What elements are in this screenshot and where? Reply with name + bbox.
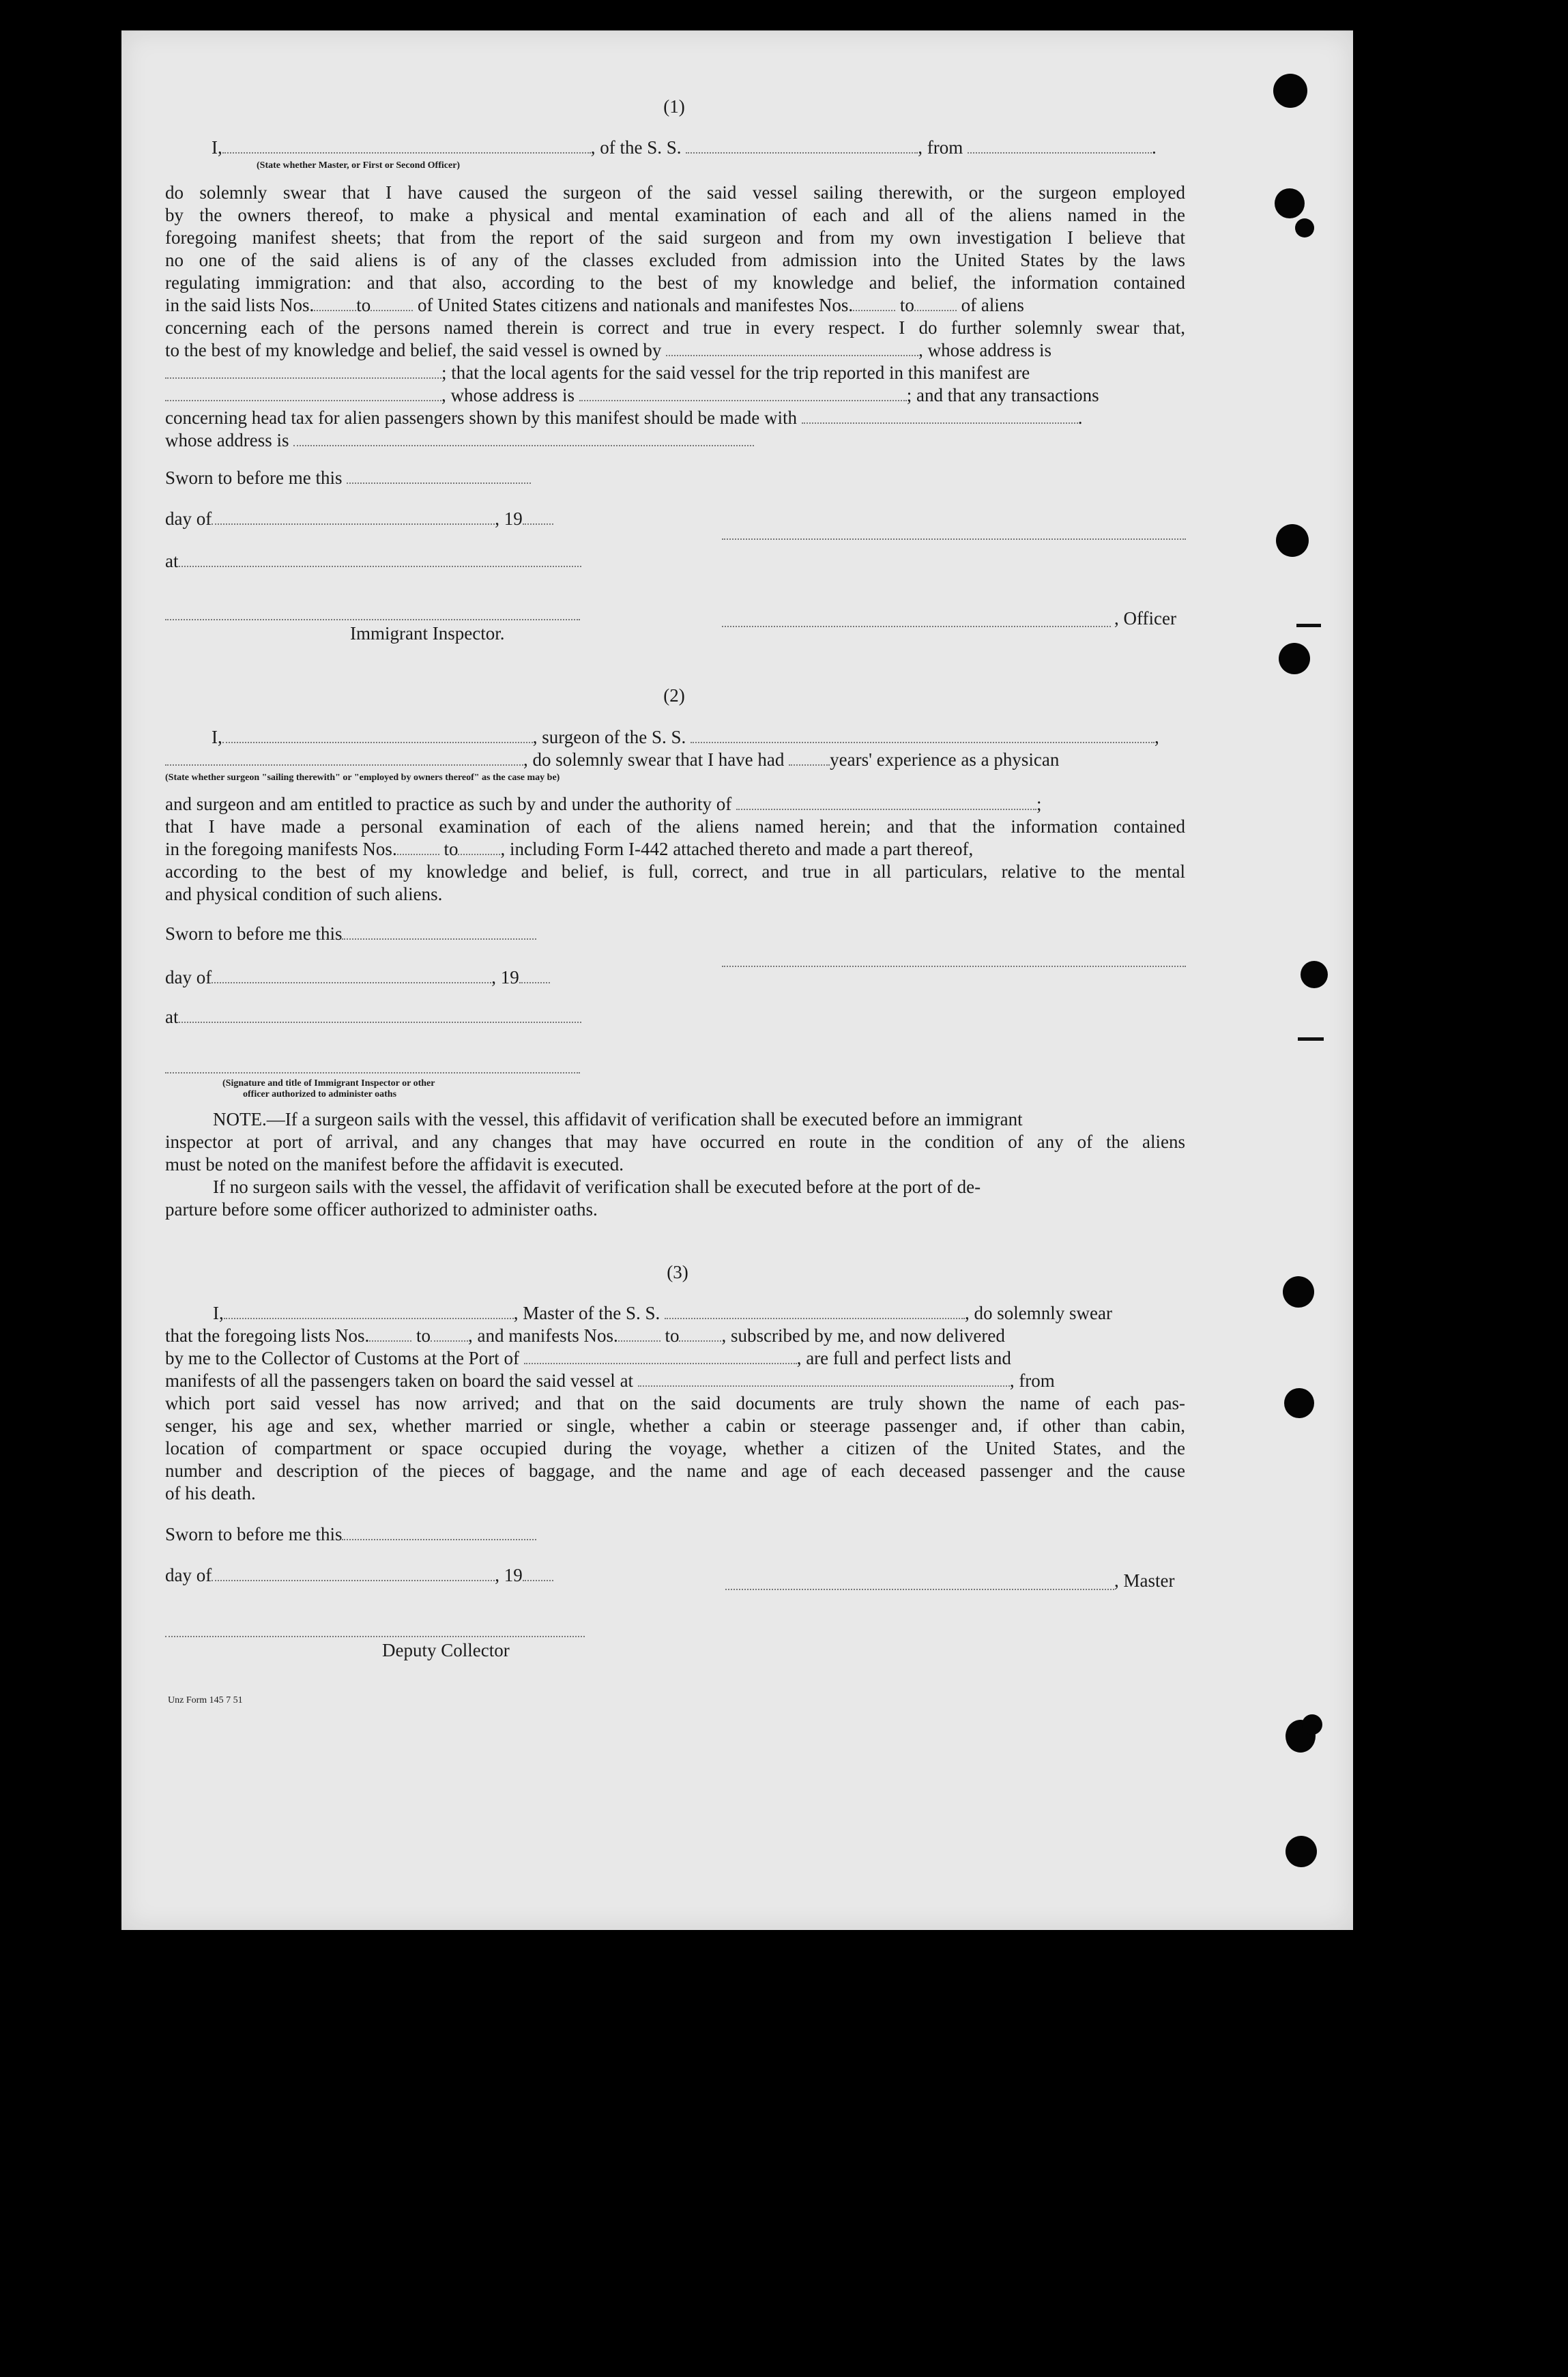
s1-para-line-8 (165, 339, 1051, 361)
s2-sworn-label: Sworn to before me this (165, 923, 343, 944)
s3-taken-on-board-text: manifests of all the passengers taken on board the said vessel at (165, 1370, 634, 1391)
years-experience-field[interactable] (789, 764, 830, 766)
s1-para-line-9 (165, 362, 1030, 384)
s1-lists-nos: in the said lists Nos. (165, 295, 315, 315)
s2-day-field[interactable] (212, 981, 491, 983)
note-line-4: If no surgeon sails with the vessel, the affidavit of verification shall be executed before at the port of de- (213, 1177, 981, 1197)
s2-experience-text: years' experience as a physican (830, 749, 1060, 770)
s2-to: to (444, 839, 459, 859)
s1-officer-label: , Officer (1114, 608, 1176, 629)
s3-lists-nos: that the foregoing lists Nos. (165, 1325, 370, 1346)
s1-sworn-row (165, 467, 531, 489)
s3-manifest-from-field[interactable] (618, 1340, 660, 1342)
s3-line-5: which port said vessel has now arrived; and that on the said documents are truly shown the name of each pas- (165, 1393, 1185, 1413)
master-name-field[interactable] (224, 1317, 514, 1319)
s2-sworn-row (165, 923, 536, 945)
s3-master-of-ss: , Master of the S. S. (513, 1303, 660, 1323)
s2-para-line-3 (165, 838, 973, 860)
s1-sworn-label: Sworn to before me this (165, 467, 343, 488)
s2-manifest-from-field[interactable] (397, 853, 439, 855)
s3-full-perfect-text: , are full and perfect lists and (796, 1348, 1011, 1368)
s2-para-line-5: and physical condition of such aliens. (165, 884, 443, 904)
s1-para-line-10 (165, 384, 1099, 406)
s2-at-label: at (165, 1007, 179, 1027)
s3-swear-text: , do solemnly swear (964, 1303, 1112, 1323)
section-3-number: (3) (667, 1262, 688, 1282)
s3-deputy-label: Deputy Collector (382, 1640, 510, 1660)
s1-to-2: to (899, 295, 914, 315)
s1-from: , from (918, 137, 963, 158)
note-line-2: inspector at port of arrival, and any changes that may have occurred en route in the condition of any of the aliens (165, 1132, 1185, 1152)
s3-to-1: to (416, 1325, 431, 1346)
s3-day-label: day of (165, 1565, 212, 1585)
note-line-5: parture before some officer authorized to administer oaths. (165, 1199, 598, 1220)
s3-sworn-row (165, 1523, 536, 1545)
s1-year-field[interactable] (523, 523, 553, 525)
s2-i: I, (212, 727, 222, 747)
s3-line-8: number and description of the pieces of baggage, and the name and age of each deceased passenger and the cause (165, 1460, 1185, 1481)
binder-mark-1 (1296, 624, 1321, 627)
note-line-3: must be noted on the manifest before the affidavit is executed. (165, 1154, 624, 1175)
punch-hole-5 (1301, 961, 1328, 988)
s3-deputy-sign-line[interactable] (165, 1635, 585, 1637)
s1-para-line-7: concerning each of the persons named therein is correct and true in every respect. I do further solemnly swear that, (165, 317, 1185, 338)
citizen-list-to-field[interactable] (371, 309, 413, 311)
s1-citizens-text: of United States citizens and nationals and manifestes Nos. (418, 295, 854, 315)
s1-head-tax-end: . (1077, 407, 1083, 428)
s2-at-row (165, 1006, 581, 1028)
head-tax-contact-field[interactable] (802, 422, 1078, 424)
note-line-1: NOTE.—If a surgeon sails with the vessel, this affidavit of verification shall be executed before an immigrant (213, 1109, 1023, 1129)
s1-day-field[interactable] (212, 523, 495, 525)
s3-vessel-field[interactable] (665, 1317, 965, 1319)
punch-hole-2 (1275, 188, 1305, 218)
surgeon-status-field[interactable] (165, 764, 523, 766)
s2-form-i442-text: , including Form I-442 attached thereto and made a part thereof, (500, 839, 974, 859)
s2-manifest-to-field[interactable] (458, 853, 500, 855)
s2-year-field[interactable] (519, 981, 550, 983)
s1-whose-address: whose address is (165, 430, 289, 450)
s2-authority-text: and surgeon and am entitled to practice as such by and under the authority of (165, 794, 732, 814)
s1-head-tax: concerning head tax for alien passengers shown by this manifest should be made with (165, 407, 798, 428)
agent-address-field[interactable] (579, 399, 907, 401)
s1-para-line-6 (165, 294, 1024, 316)
s2-line-2 (165, 749, 1059, 770)
section-1-number: (1) (663, 96, 685, 117)
s3-year-field[interactable] (523, 1579, 553, 1581)
s3-sworn-field[interactable] (342, 1538, 536, 1540)
s2-manifests-nos: in the foregoing manifests Nos. (165, 839, 397, 859)
s1-to-1: to (356, 295, 371, 315)
s1-local-agents: ; that the local agents for the said vessel for the trip reported in this manifest are (441, 362, 1030, 383)
s1-para-line-4: no one of the said aliens is of any of the classes excluded from admission into the United States by the laws (165, 250, 1185, 270)
citizen-list-from-field[interactable] (314, 309, 356, 311)
s1-officer-sign-line[interactable] (722, 625, 1111, 627)
punch-hole-2b (1295, 218, 1314, 237)
embarkation-port-field[interactable] (638, 1385, 1010, 1387)
head-tax-address-field[interactable] (293, 444, 754, 446)
s2-surgeon-of-ss: , surgeon of the S. S. (532, 727, 686, 747)
s2-sig-note-2: officer authorized to administer oaths (243, 1089, 397, 1099)
s2-p1-end: ; (1036, 794, 1042, 814)
s2-at-field[interactable] (179, 1021, 581, 1023)
owner-address-field[interactable] (165, 377, 441, 379)
s1-day-label: day of (165, 508, 212, 529)
s3-sworn-label: Sworn to before me this (165, 1524, 343, 1544)
punch-hole-1 (1273, 74, 1307, 108)
s1-of-ss: , of the S. S. (590, 137, 682, 158)
s1-para-line-5: regulating immigration: and that also, according to the best of my knowledge and belief, the information contained (165, 272, 1185, 293)
s1-at-field[interactable] (179, 565, 581, 567)
page-edge-top (121, 30, 1353, 31)
s1-para-line-1: do solemnly swear that I have caused the surgeon of the said vessel sailing therewith, or the surgeon employed (165, 182, 1185, 203)
s3-master-label: , Master (1114, 1570, 1175, 1591)
s2-para-line-2: that I have made a personal examination of each of the aliens named herein; and that the information contained (165, 816, 1185, 837)
s1-agent-address-label: , whose address is (441, 385, 575, 405)
s2-para-line-4: according to the best of my knowledge and belief, is full, correct, and true in all particulars, relative to the mental (165, 861, 1185, 882)
s3-list-to-field[interactable] (431, 1340, 468, 1342)
s3-manifests-nos: , and manifests Nos. (467, 1325, 618, 1346)
s1-para-line-3: foregoing manifest sheets; that from the report of the said surgeon and from my own investigation I believe that (165, 227, 1185, 248)
s2-day-label: day of (165, 967, 212, 988)
owner-field[interactable] (666, 354, 918, 356)
s3-manifest-to-field[interactable] (679, 1340, 721, 1342)
s1-inspector-sign-line[interactable] (165, 618, 580, 620)
s2-sig-note-1: (Signature and title of Immigrant Inspector or other (222, 1078, 435, 1089)
alien-manifest-from-field[interactable] (853, 309, 895, 311)
alien-manifest-to-field[interactable] (914, 309, 957, 311)
form-id: Unz Form 145 7 51 (168, 1695, 243, 1705)
s3-delivered-text: , subscribed by me, and now delivered (721, 1325, 1005, 1346)
s1-at-label: at (165, 551, 179, 571)
officer-name-field[interactable] (222, 152, 591, 154)
s1-para-line-2: by the owners thereof, to make a physical and mental examination of each and all of the aliens named in the (165, 205, 1185, 225)
punch-hole-7 (1284, 1388, 1314, 1418)
s3-day-row (165, 1564, 553, 1586)
from-port-field[interactable] (968, 152, 1152, 154)
s2-line-1 (212, 726, 1159, 748)
vessel-name-field[interactable] (686, 152, 918, 154)
authority-field[interactable] (736, 808, 1036, 810)
s2-l1-end: , (1155, 727, 1159, 747)
s3-line-3 (165, 1347, 1011, 1369)
punch-hole-8b (1302, 1714, 1322, 1735)
s3-master-sign-line[interactable] (725, 1588, 1114, 1590)
s1-end: . (1152, 137, 1157, 158)
s2-sworn-field[interactable] (342, 938, 536, 940)
s2-inspector-sign-line[interactable] (165, 1071, 580, 1074)
s1-sworn-field[interactable] (347, 482, 531, 484)
s3-to-2: to (665, 1325, 680, 1346)
s2-swear-text: , do solemnly swear that I have had (523, 749, 785, 770)
s1-day-row (165, 508, 553, 530)
local-agents-field[interactable] (165, 399, 441, 401)
punch-hole-6 (1283, 1276, 1314, 1308)
s3-line-7: location of compartment or space occupied during the voyage, whether a citizen of the United States, and the (165, 1438, 1185, 1458)
form-page (121, 30, 1353, 1930)
s1-owner-address-label: , whose address is (918, 340, 1052, 360)
s3-from: , from (1009, 1370, 1055, 1391)
s1-para-line-11 (165, 407, 1083, 429)
s3-line-1 (213, 1302, 1112, 1324)
s3-year-label: , 19 (495, 1565, 523, 1585)
surgeon-note: (State whether surgeon "sailing therewith" or "employed by owners thereof" as the case may be) (165, 773, 560, 783)
s1-owned-by: to the best of my knowledge and belief, the said vessel is owned by (165, 340, 662, 360)
s1-at-row (165, 550, 581, 572)
s1-i: I, (212, 137, 222, 158)
s1-inspector-label: Immigrant Inspector. (350, 623, 505, 644)
s3-line-6: senger, his age and sex, whether married or single, whether a cabin or steerage passenger and, if other than cabin, (165, 1415, 1185, 1436)
s2-signature-line[interactable] (722, 965, 1186, 967)
s1-year-label: , 19 (495, 508, 523, 529)
binder-mark-2 (1298, 1037, 1324, 1041)
s2-vessel-field[interactable] (691, 741, 1155, 743)
s3-line-4 (165, 1370, 1055, 1392)
s1-para-line-12 (165, 429, 754, 451)
s3-list-from-field[interactable] (369, 1340, 411, 1342)
s2-para-line-1 (165, 793, 1042, 815)
surgeon-name-field[interactable] (222, 741, 533, 743)
s3-line-9: of his death. (165, 1483, 256, 1503)
s1-signature-line[interactable] (722, 538, 1186, 540)
s3-collector-text: by me to the Collector of Customs at the Port of (165, 1348, 519, 1368)
punch-hole-4 (1279, 643, 1310, 674)
s2-year-label: , 19 (491, 967, 519, 988)
s1-of-aliens: of aliens (961, 295, 1024, 315)
punch-hole-9 (1286, 1836, 1317, 1867)
port-field[interactable] (524, 1362, 797, 1364)
s2-day-row (165, 966, 550, 988)
punch-hole-3 (1276, 524, 1309, 557)
officer-note: (State whether Master, or First or Second Officer) (257, 160, 461, 171)
s1-line-1 (212, 136, 1157, 158)
s1-transactions: ; and that any transactions (906, 385, 1099, 405)
s3-day-field[interactable] (212, 1579, 495, 1581)
section-2-number: (2) (663, 685, 685, 706)
s3-line-2 (165, 1325, 1005, 1346)
s3-i: I, (213, 1303, 224, 1323)
